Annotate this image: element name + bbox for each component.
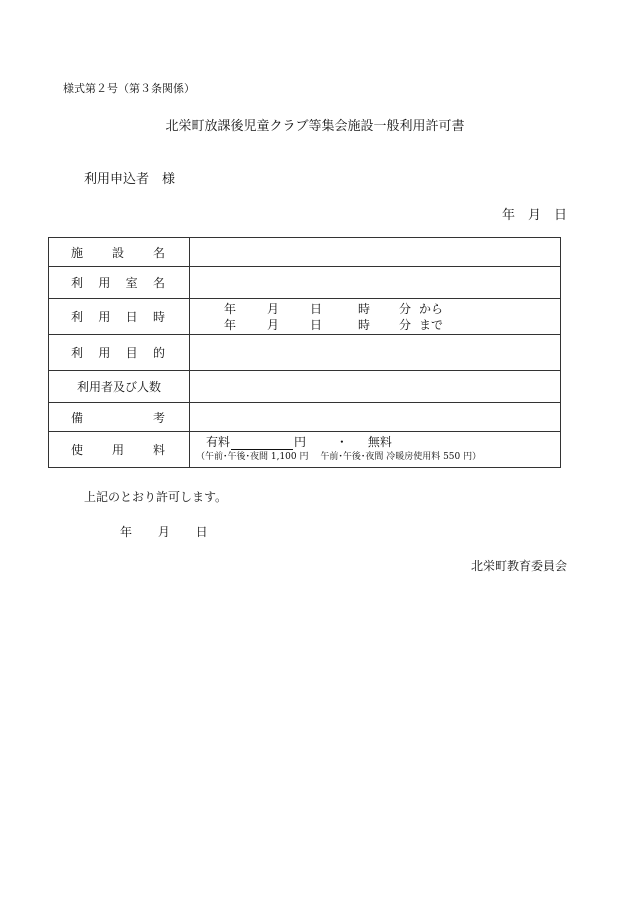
label-fee [49,432,190,468]
datetime-to [190,317,560,333]
label-char: 使 [71,443,84,457]
value-remarks[interactable] [190,403,561,432]
label-char: 利 [71,276,84,290]
fee-paid-option[interactable]: 有料 [206,435,231,449]
fee-free-option[interactable]: 無料 [367,435,392,449]
label-char: 料 [152,443,165,457]
row-purpose [49,335,561,371]
label-remarks [49,403,190,432]
issue-date: 年 月 日 [501,208,567,223]
label-char: 用 [98,276,111,290]
label-char: 施 [71,245,84,260]
label-text: 利用者及び人数 [76,380,161,394]
label-char: 利 [71,310,84,324]
separator-dot: ・ [335,435,348,449]
issuer: 北栄町教育委員会 [470,559,567,573]
label-char: 名 [152,276,165,290]
label-char: 室 [125,276,138,290]
value-purpose[interactable] [190,335,561,371]
row-fee [49,432,561,468]
value-usage-datetime[interactable] [190,299,561,335]
datetime-from [190,301,560,317]
approval-text: 上記のとおり許可します。 [84,490,228,504]
label-char: 用 [98,346,111,360]
approval-date: 年 月 日 [120,525,208,539]
row-usage-datetime [49,299,561,335]
row-remarks [49,403,561,432]
unit-hour: 時 [358,317,371,332]
label-char: 的 [152,346,165,360]
label-purpose [49,335,190,371]
value-room-name[interactable] [190,267,561,299]
row-facility-name [49,238,561,267]
unit-year: 年 [224,317,237,332]
unit-day: 日 [310,317,323,332]
label-char: 日 [125,310,138,324]
fee-options [190,435,560,450]
label-char: 用 [111,443,124,457]
fee-note: （午前･午後･夜間 1,100 円 午前･午後･夜間 冷暖房使用料 550 円） [196,452,482,462]
label-facility-name [49,238,190,267]
unit-month: 月 [267,301,280,316]
label-usage-datetime [49,299,190,335]
addressee: 利用申込者 様 [84,172,176,187]
form-number: 様式第２号（第３条関係） [63,82,195,95]
label-char: 時 [152,310,165,324]
value-facility-name[interactable] [190,238,561,267]
value-fee [190,432,561,468]
document-title: 北栄町放課後児童クラブ等集会施設一般利用許可書 [165,119,465,134]
unit-month: 月 [267,317,280,332]
label-char: 利 [71,346,84,360]
label-room-name [49,267,190,299]
suffix-from: から [419,301,444,316]
label-char: 設 [111,245,124,260]
label-char: 備 [71,410,84,425]
fee-amount-blank[interactable] [231,438,293,450]
unit-day: 日 [310,301,323,316]
row-room-name [49,267,561,299]
label-char: 考 [152,410,165,425]
unit-hour: 時 [358,301,371,316]
label-char: 名 [152,245,165,260]
unit-year: 年 [224,301,237,316]
value-users[interactable] [190,371,561,403]
unit-minute: 分 [399,301,412,316]
label-char: 用 [98,310,111,324]
label-char: 目 [125,346,138,360]
permit-table [48,237,561,468]
row-users [49,371,561,403]
yen-label: 円 [294,435,307,449]
unit-minute: 分 [399,317,412,332]
suffix-to: まで [419,317,444,332]
label-users [49,371,190,403]
